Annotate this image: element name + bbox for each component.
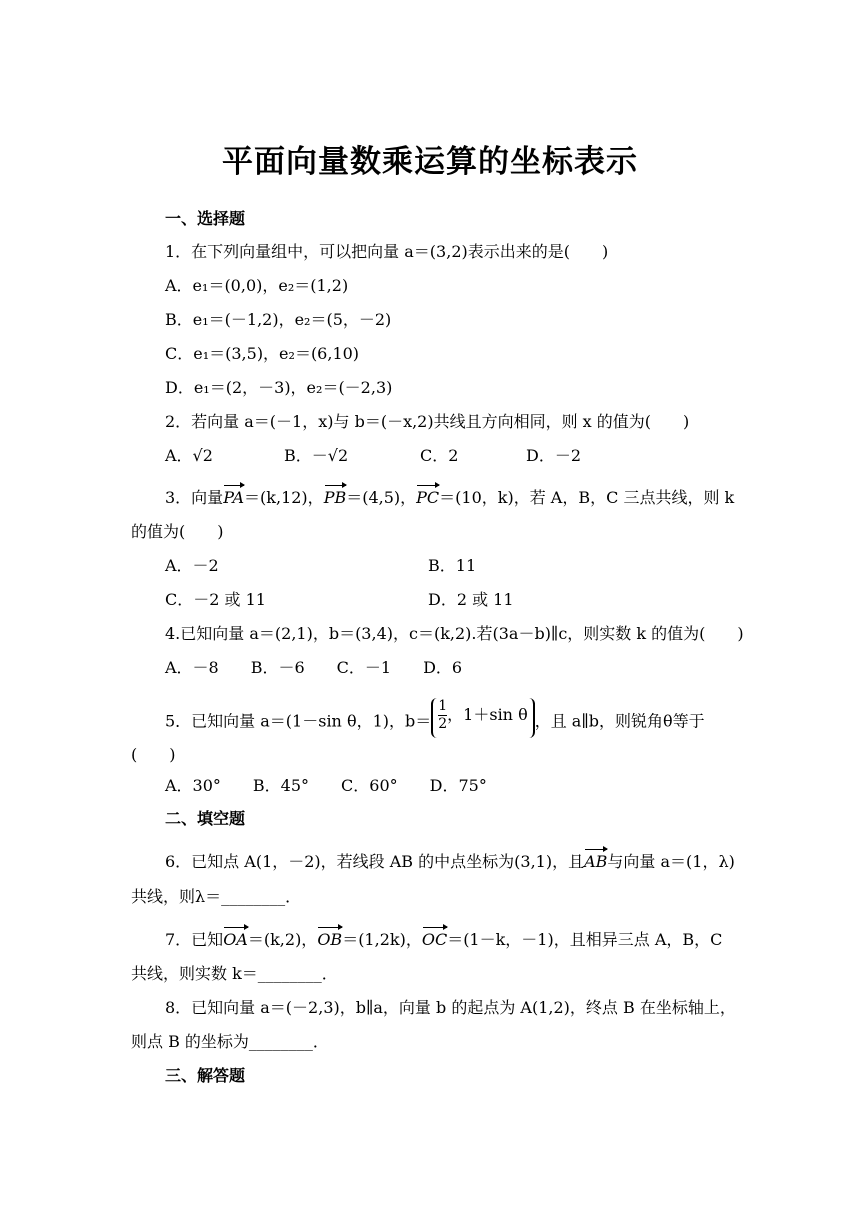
vector-b-components bbox=[431, 698, 534, 738]
question-8-stem-line-2: 则点 B 的坐标为________． bbox=[131, 1032, 329, 1051]
question-2-option-a: A．√2 bbox=[165, 446, 213, 465]
vector-oc: OC bbox=[421, 930, 448, 949]
question-4-stem: 4.已知向量 a＝(2,1)，b＝(3,4)，c＝(k,2).若(3a－b)∥c，则实数 k 的值为( ) bbox=[165, 624, 744, 643]
question-3-text-2: ＝(4,5)， bbox=[346, 488, 417, 507]
question-3-option-b: B．11 bbox=[428, 556, 477, 575]
question-7-text-3: ＝(1－k，－1)，且相异三点 A，B，C bbox=[447, 930, 723, 949]
section-heading-choice: 一、选择题 bbox=[165, 209, 246, 228]
vector-ob: OB bbox=[317, 930, 343, 949]
question-2-option-c: C．2 bbox=[420, 446, 459, 465]
fraction-denominator: 2 bbox=[438, 716, 448, 732]
question-5-prefix: 5．已知向量 a＝(1－sin θ，1)，b＝ bbox=[165, 711, 432, 731]
question-6-stem bbox=[165, 851, 735, 873]
question-6-stem-line-2: 共线，则λ＝________． bbox=[131, 887, 302, 906]
question-1-option-b: B．e₁＝(－1,2)，e₂＝(5，－2) bbox=[165, 310, 392, 329]
question-8-stem: 8．已知向量 a＝(－2,3)，b∥a，向量 b 的起点为 A(1,2)，终点 B 在坐标轴上， bbox=[165, 998, 736, 1017]
vector-pc: PC bbox=[416, 488, 440, 507]
question-4-options: A．－8 B．－6 C．－1 D．6 bbox=[165, 658, 463, 677]
question-3-option-d: D．2 或 11 bbox=[428, 590, 514, 609]
question-7-stem-line-2: 共线，则实数 k＝________． bbox=[131, 964, 338, 983]
question-7-stem bbox=[165, 929, 722, 951]
section-heading-answer: 三、解答题 bbox=[165, 1066, 246, 1085]
fraction-numerator: 1 bbox=[438, 698, 448, 714]
question-1-option-a: A．e₁＝(0,0)，e₂＝(1,2) bbox=[165, 276, 349, 295]
vector-ab: AB bbox=[584, 852, 608, 871]
question-2-option-b: B．－√2 bbox=[284, 446, 349, 465]
question-5-suffix: ，且 a∥b，则锐角θ等于 bbox=[534, 711, 705, 731]
question-3-stem bbox=[165, 487, 734, 509]
question-5-options: A．30° B．45° C．60° D．75° bbox=[165, 776, 487, 795]
vector-pb: PB bbox=[323, 488, 347, 507]
fraction-one-half bbox=[438, 698, 447, 733]
question-3-stem-line-2: 的值为( ) bbox=[131, 522, 224, 541]
vector-pa: PA bbox=[223, 488, 245, 507]
question-5-stem-line-2: ( ) bbox=[131, 745, 176, 764]
vector-oa: OA bbox=[223, 930, 248, 949]
question-2-option-d: D．－2 bbox=[526, 446, 582, 465]
page-title: 平面向量数乘运算的坐标表示 bbox=[222, 144, 638, 180]
question-6-prefix: 6．已知点 A(1，－2)，若线段 AB 的中点坐标为(3,1)，且 bbox=[165, 852, 585, 871]
question-1-stem: 1．在下列向量组中，可以把向量 a＝(3,2)表示出来的是( ) bbox=[165, 242, 609, 261]
question-5-b-second: ，1＋sin θ bbox=[447, 705, 528, 724]
question-3-text-3: ＝(10，k)，若 A，B，C 三点共线，则 k bbox=[439, 488, 735, 507]
question-3-option-c: C．－2 或 11 bbox=[165, 590, 266, 609]
section-heading-fill: 二、填空题 bbox=[165, 809, 246, 828]
question-7-text-2: ＝(1,2k)， bbox=[342, 930, 422, 949]
question-7-prefix: 7．已知 bbox=[165, 930, 224, 949]
question-7-text-1: ＝(k,2)， bbox=[247, 930, 318, 949]
question-1-option-d: D．e₁＝(2，－3)，e₂＝(－2,3) bbox=[165, 378, 393, 397]
question-3-prefix: 3．向量 bbox=[165, 488, 224, 507]
question-6-suffix: 与向量 a＝(1，λ) bbox=[607, 852, 735, 871]
question-3-text-1: ＝(k,12)， bbox=[244, 488, 324, 507]
question-5-stem bbox=[165, 698, 705, 742]
question-1-option-c: C．e₁＝(3,5)，e₂＝(6,10) bbox=[165, 344, 360, 363]
question-3-option-a: A．－2 bbox=[165, 556, 219, 575]
question-2-stem: 2．若向量 a＝(－1，x)与 b＝(－x,2)共线且方向相同，则 x 的值为( ) bbox=[165, 412, 690, 431]
